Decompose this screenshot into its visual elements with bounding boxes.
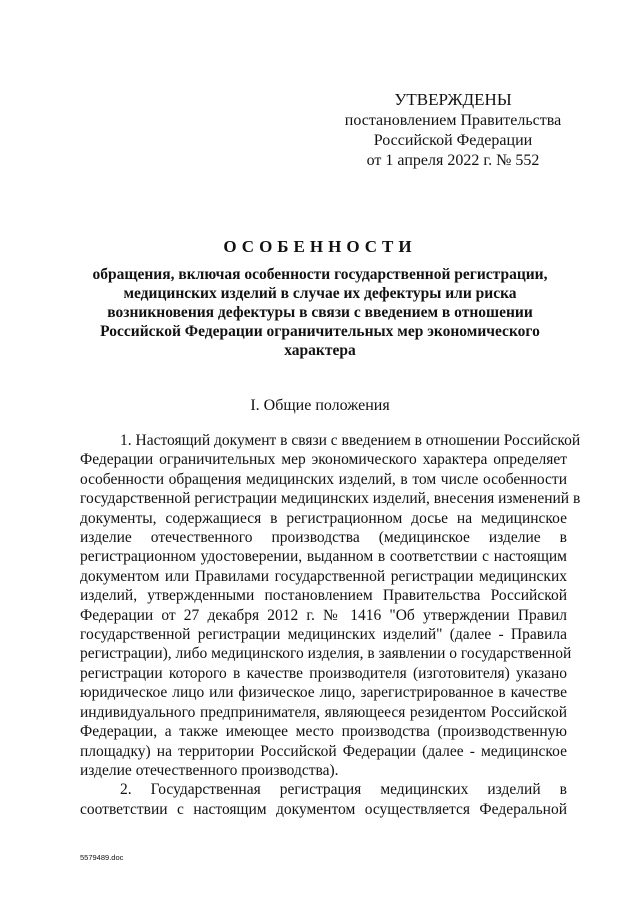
subtitle-line: обращения, включая особенности государственной регистрации, — [92, 266, 548, 283]
approval-block — [338, 89, 568, 171]
body-text — [80, 431, 581, 819]
body-line: изделий, утвержденными постановлением Правительства Российской — [80, 587, 567, 605]
subtitle-line: Российской Федерации ограничительных мер экономического — [100, 323, 540, 340]
body-line: документы, содержащиеся в регистрационном досье на медицинское — [80, 509, 567, 527]
section-heading: I. Общие положения — [250, 397, 390, 414]
subtitle-line: характера — [284, 342, 356, 359]
body-line: регистрации), либо медицинского изделия, в заявлении о государственной — [80, 645, 572, 663]
body-line: площадку) на территории Российской Федерации (далее - медицинское — [80, 742, 567, 760]
body-line: Федерации, а также имеющее место производства (производственную — [80, 723, 567, 741]
document-subtitle — [80, 265, 560, 360]
approval-line: постановлением Правительства — [344, 112, 562, 129]
body-line: Федерации ограничительных мер экономического характера определяет — [80, 451, 567, 469]
subtitle-line: возникновения дефектуры в связи с введением в отношении — [107, 304, 533, 321]
body-line: индивидуального предпринимателя, являющееся резидентом Российской — [80, 703, 567, 721]
body-line: государственной регистрации медицинских изделий, внесения изменений в — [80, 490, 581, 508]
body-line: особенности обращения медицинских изделий, в том числе особенности — [80, 470, 567, 488]
approval-heading: УТВЕРЖДЕНЫ — [394, 90, 512, 109]
approval-line: от 1 апреля 2022 г. № 552 — [366, 152, 540, 169]
body-line: государственной регистрации медицинских изделий" (далее - Правила — [80, 626, 567, 644]
body-line: изделие отечественного производства (медицинское изделие в — [80, 529, 567, 547]
body-line: 1. Настоящий документ в связи с введением в отношении Российской — [120, 432, 581, 449]
body-line: 2. Государственная регистрация медицинских изделий в — [120, 781, 567, 799]
subtitle-line: медицинских изделий в случае их дефектуры или риска — [123, 285, 517, 302]
document-title: ОСОБЕННОСТИ — [223, 237, 417, 256]
body-line: регистрационном удостоверении, выданном в соответствии с настоящим — [80, 548, 567, 566]
approval-line: Российской Федерации — [373, 132, 533, 149]
body-line: соответствии с настоящим документом осуществляется Федеральной — [80, 800, 567, 818]
body-line: регистрации которого в качестве производителя (изготовителя) указано — [80, 664, 567, 682]
body-line: документом или Правилами государственной регистрации медицинских — [80, 567, 567, 585]
body-line: юридическое лицо или физическое лицо, зарегистрированное в качестве — [80, 684, 567, 702]
body-line: Федерации от 27 декабря 2012 г. № 1416 "Об утверждении Правил — [80, 606, 567, 624]
file-name-footer: 5579489.doc — [80, 853, 124, 862]
body-line: изделие отечественного производства). — [80, 761, 339, 779]
